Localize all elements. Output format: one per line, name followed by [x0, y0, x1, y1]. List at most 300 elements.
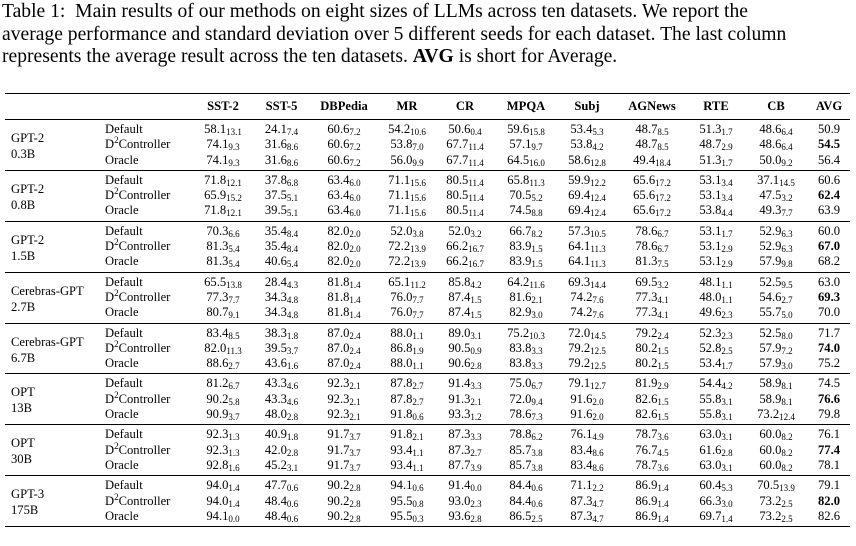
score-cell: [494, 509, 558, 527]
score-cell: [744, 254, 808, 272]
score-std: 1.1: [412, 447, 424, 458]
score-mean: 74.1: [206, 137, 229, 152]
score-cell: [616, 137, 688, 152]
score-cell: [558, 323, 616, 341]
score-cell: [193, 221, 253, 239]
score-std: 9.3: [228, 157, 240, 168]
avg-cell: 60.6: [817, 172, 841, 187]
score-mean: 75.2: [507, 325, 530, 340]
score-mean: 76.7: [635, 442, 658, 457]
score-mean: 69.5: [635, 274, 658, 289]
score-mean: 83.4: [570, 442, 593, 457]
score-mean: 64.1: [568, 254, 591, 269]
score-cell: [744, 221, 808, 239]
score-cell: [253, 341, 310, 356]
score-std: 0.0: [470, 483, 482, 494]
score-std: 1.5: [657, 396, 669, 407]
score-cell: [193, 443, 253, 458]
score-cell: [616, 458, 688, 476]
score-cell: [436, 407, 494, 425]
score-std: 2.5: [781, 513, 793, 524]
score-std: 1.5: [657, 412, 669, 423]
score-cell: [558, 509, 616, 527]
score-std: 13.9: [410, 244, 426, 255]
score-cell: [253, 407, 310, 425]
score-std: 0.4: [470, 127, 482, 137]
score-std: 4.2: [721, 381, 733, 392]
score-std: 1.5: [657, 361, 669, 372]
score-std: 6.8: [286, 177, 299, 188]
score-cell: [193, 494, 253, 509]
score-mean: 91.8: [390, 427, 413, 442]
score-std: 11.4: [468, 142, 484, 153]
score-cell: [494, 476, 558, 494]
score-mean: 70.5: [509, 188, 532, 203]
score-cell: [436, 188, 494, 203]
score-mean: 76.1: [570, 427, 593, 442]
score-std: 3.2: [657, 279, 669, 290]
score-mean: 81.6: [509, 289, 532, 304]
score-cell: [494, 203, 558, 221]
model-group: [5, 323, 850, 374]
method-name: $D^2Controller$: [105, 135, 171, 152]
header-subj: Subj: [574, 99, 600, 113]
score-std: 2.5: [531, 513, 543, 524]
score-std: 16.0: [529, 157, 545, 168]
score-std: 7.6: [592, 294, 604, 305]
score-std: 2.3: [721, 330, 733, 341]
score-std: 1.4: [228, 498, 240, 509]
score-std: 0.6: [412, 412, 424, 423]
score-std: 2.7: [228, 361, 240, 372]
score-mean: 92.3: [206, 442, 229, 457]
score-cell: [378, 407, 436, 425]
score-cell: [253, 458, 310, 476]
score-cell: [253, 137, 310, 152]
score-mean: 94.0: [206, 493, 229, 508]
table-row: [5, 221, 850, 239]
score-cell: [310, 443, 378, 458]
score-cell: [253, 305, 310, 323]
score-std: 2.1: [531, 294, 543, 305]
score-cell: [558, 120, 616, 138]
score-mean: 60.6: [327, 122, 350, 136]
score-std: 10.6: [410, 127, 426, 137]
score-cell: [436, 392, 494, 407]
avg-cell: 82.0: [817, 493, 841, 508]
score-cell: [310, 221, 378, 239]
score-mean: 58.9: [759, 376, 782, 391]
score-std: 13.1: [226, 127, 242, 137]
score-mean: 76.0: [390, 289, 413, 304]
score-std: 7.0: [412, 142, 424, 153]
score-cell: [378, 425, 436, 443]
score-mean: 80.2: [635, 356, 658, 371]
score-cell: [310, 120, 378, 138]
score-cell: [436, 494, 494, 509]
method-name: Default: [105, 122, 143, 136]
score-std: 11.3: [226, 345, 242, 356]
score-std: 2.8: [286, 412, 299, 423]
score-mean: 87.3: [448, 442, 471, 457]
score-cell: [310, 509, 378, 527]
score-mean: 40.6: [264, 254, 287, 269]
score-std: 3.7: [349, 462, 361, 473]
model-group: [5, 476, 850, 527]
score-mean: 91.4: [448, 478, 471, 493]
score-mean: 52.0: [448, 223, 471, 238]
score-std: 5.3: [592, 127, 604, 137]
score-cell: [616, 203, 688, 221]
score-std: 1.1: [721, 279, 733, 290]
score-cell: [436, 425, 494, 443]
score-mean: 81.3: [635, 254, 658, 269]
score-std: 7.4: [286, 127, 299, 137]
score-cell: [558, 392, 616, 407]
score-mean: 31.6: [264, 152, 287, 167]
score-cell: [688, 341, 744, 356]
score-std: 1.1: [412, 462, 424, 473]
score-std: 11.3: [529, 177, 545, 188]
score-std: 8.8: [531, 208, 543, 219]
score-cell: [558, 443, 616, 458]
score-std: 1.6: [286, 361, 299, 372]
score-mean: 70.5: [757, 478, 780, 493]
score-mean: 71.1: [570, 478, 593, 493]
score-mean: 53.1: [699, 254, 722, 269]
score-mean: 71.1: [388, 203, 411, 218]
score-cell: [193, 392, 253, 407]
score-cell: [253, 443, 310, 458]
method-name: $D^2Controller$: [105, 287, 171, 304]
score-std: 9.7: [531, 142, 543, 153]
score-mean: 34.3: [264, 305, 287, 320]
score-cell: [688, 305, 744, 323]
score-mean: 80.2: [635, 340, 658, 355]
avg-cell: 69.3: [817, 289, 841, 304]
score-std: 3.1: [721, 412, 733, 423]
score-std: 3.7: [228, 412, 240, 423]
score-mean: 28.4: [264, 274, 287, 289]
score-cell: [688, 458, 744, 476]
avg-cell: 78.1: [817, 457, 841, 472]
score-mean: 80.7: [206, 305, 229, 320]
score-cell: [193, 188, 253, 203]
score-cell: [494, 443, 558, 458]
score-mean: 49.4: [633, 152, 656, 167]
score-mean: 90.2: [327, 508, 350, 523]
score-std: 14.5: [590, 330, 606, 341]
score-mean: 48.6: [759, 122, 782, 136]
score-mean: 88.0: [390, 356, 413, 371]
score-cell: [744, 137, 808, 152]
score-mean: 80.5: [446, 188, 469, 203]
score-std: 3.3: [470, 432, 482, 443]
score-cell: [310, 323, 378, 341]
model-name-cell: [5, 323, 105, 374]
score-cell: [310, 341, 378, 356]
model-size: 30B: [11, 452, 32, 467]
score-std: 3.3: [531, 345, 543, 356]
score-mean: 57.9: [759, 340, 782, 355]
score-std: 3.1: [721, 432, 733, 443]
score-mean: 91.4: [448, 376, 471, 391]
header-mpqa: MPQA: [506, 99, 546, 113]
score-cell: [558, 374, 616, 392]
score-cell: [744, 476, 808, 494]
score-std: 1.5: [470, 294, 482, 305]
score-mean: 81.8: [327, 305, 350, 320]
score-std: 10.3: [529, 330, 545, 341]
score-cell: [494, 374, 558, 392]
score-mean: 52.9: [759, 223, 782, 238]
model-name-cell: [5, 221, 105, 272]
score-std: 15.2: [226, 193, 242, 204]
score-std: 4.6: [286, 396, 299, 407]
score-std: 1.5: [531, 244, 543, 255]
score-mean: 52.3: [699, 325, 722, 340]
score-cell: [616, 305, 688, 323]
score-mean: 43.3: [264, 376, 287, 391]
score-cell: [744, 188, 808, 203]
score-mean: 38.3: [264, 325, 287, 340]
score-cell: [436, 356, 494, 374]
method-name: Default: [105, 274, 143, 289]
score-mean: 89.0: [448, 325, 471, 340]
score-std: 1.7: [721, 157, 733, 168]
table-row: [5, 341, 850, 356]
score-std: 1.4: [721, 513, 733, 524]
score-cell: [378, 476, 436, 494]
score-mean: 84.4: [509, 493, 532, 508]
score-cell: [378, 374, 436, 392]
score-cell: [378, 188, 436, 203]
avg-cell: 79.1: [817, 478, 841, 493]
score-cell: [616, 392, 688, 407]
model-size: 0.3B: [11, 146, 36, 161]
score-mean: 85.7: [509, 457, 532, 472]
model-name: OPT: [11, 436, 35, 451]
score-std: 1.5: [657, 345, 669, 356]
table-row: [5, 170, 850, 188]
score-mean: 49.6: [699, 305, 722, 320]
table-caption: [2, 1, 854, 69]
score-cell: [688, 254, 744, 272]
table-row: [5, 153, 850, 171]
score-mean: 75.0: [509, 376, 532, 391]
table-row: [5, 323, 850, 341]
score-std: 8.6: [286, 142, 299, 153]
score-mean: 48.0: [699, 289, 722, 304]
score-std: 15.6: [410, 208, 426, 219]
score-std: 1.4: [657, 483, 669, 494]
score-cell: [558, 239, 616, 254]
score-std: 7.2: [349, 127, 361, 137]
score-mean: 87.4: [448, 289, 471, 304]
score-mean: 45.2: [264, 457, 287, 472]
score-mean: 58.1: [204, 122, 227, 136]
score-mean: 55.8: [699, 407, 722, 422]
score-std: 5.4: [286, 259, 299, 270]
score-mean: 60.0: [759, 442, 782, 457]
score-std: 8.2: [781, 432, 793, 443]
score-std: 1.5: [470, 310, 482, 321]
score-std: 9.4: [531, 396, 543, 407]
avg-cell: 67.0: [817, 239, 841, 254]
score-mean: 35.4: [264, 223, 287, 238]
score-cell: [253, 188, 310, 203]
score-mean: 86.5: [509, 508, 532, 523]
method-name: Default: [105, 223, 143, 238]
score-std: 8.1: [781, 381, 793, 392]
score-mean: 50.6: [448, 122, 471, 136]
score-mean: 74.1: [206, 152, 229, 167]
score-mean: 47.5: [759, 188, 782, 203]
score-std: 3.8: [531, 447, 543, 458]
score-mean: 71.1: [388, 172, 411, 187]
avg-cell: 60.0: [817, 223, 841, 238]
score-cell: [494, 221, 558, 239]
score-mean: 78.6: [509, 407, 532, 422]
score-cell: [310, 374, 378, 392]
score-std: 3.0: [531, 310, 543, 321]
score-std: 2.2: [592, 483, 604, 494]
model-name: GPT-2: [11, 130, 45, 145]
score-mean: 64.2: [507, 274, 530, 289]
caption-label: Table 1:: [2, 1, 66, 22]
score-std: 8.5: [657, 127, 669, 137]
score-cell: [378, 120, 436, 138]
score-std: 5.4: [228, 244, 240, 255]
score-std: 7.7: [228, 294, 240, 305]
score-mean: 51.3: [699, 122, 722, 136]
score-std: 0.6: [286, 498, 299, 509]
score-std: 7.7: [781, 208, 793, 219]
score-cell: [378, 221, 436, 239]
header-agnews: AGNews: [628, 99, 676, 113]
avg-cell: 74.5: [817, 376, 841, 391]
score-std: 5.4: [228, 259, 240, 270]
score-std: 3.8: [531, 462, 543, 473]
score-cell: [558, 425, 616, 443]
avg-cell: 68.2: [817, 254, 841, 269]
score-std: 8.6: [286, 157, 299, 168]
score-cell: [688, 494, 744, 509]
score-mean: 69.4: [568, 188, 591, 203]
score-cell: [744, 203, 808, 221]
method-name: Oracle: [105, 457, 139, 472]
header-avg: AVG: [815, 99, 843, 113]
score-cell: [744, 509, 808, 527]
score-cell: [378, 323, 436, 341]
score-std: 3.1: [721, 462, 733, 473]
score-cell: [494, 290, 558, 305]
score-cell: [436, 221, 494, 239]
score-cell: [378, 392, 436, 407]
score-std: 8.6: [592, 447, 604, 458]
score-mean: 58.6: [568, 152, 591, 167]
score-std: 0.6: [286, 513, 299, 524]
avg-cell: 79.8: [817, 407, 841, 422]
score-cell: [193, 153, 253, 171]
score-cell: [558, 458, 616, 476]
score-cell: [253, 153, 310, 171]
score-mean: 60.4: [699, 478, 722, 493]
score-cell: [494, 153, 558, 171]
score-cell: [193, 170, 253, 188]
score-std: 3.6: [657, 432, 669, 443]
score-cell: [744, 392, 808, 407]
score-mean: 57.9: [759, 356, 782, 371]
score-cell: [616, 153, 688, 171]
score-mean: 48.0: [264, 407, 287, 422]
score-cell: [558, 221, 616, 239]
score-mean: 63.0: [699, 457, 722, 472]
score-mean: 83.8: [509, 356, 532, 371]
score-cell: [616, 374, 688, 392]
score-mean: 79.2: [568, 356, 591, 371]
score-mean: 63.4: [327, 203, 350, 218]
model-size: 1.5B: [11, 248, 36, 263]
score-std: 7.7: [412, 310, 424, 321]
score-cell: [688, 137, 744, 152]
avg-cell: 71.7: [817, 325, 841, 340]
score-mean: 60.0: [759, 427, 782, 442]
model-group: [5, 425, 850, 476]
score-cell: [378, 137, 436, 152]
score-std: 8.5: [657, 142, 669, 153]
score-mean: 71.8: [204, 172, 227, 187]
score-cell: [378, 305, 436, 323]
score-cell: [494, 341, 558, 356]
score-cell: [253, 170, 310, 188]
score-std: 17.2: [655, 193, 671, 204]
score-std: 2.4: [349, 345, 361, 356]
score-mean: 78.6: [635, 223, 658, 238]
score-mean: 65.6: [633, 188, 656, 203]
score-std: 5.8: [228, 396, 240, 407]
score-mean: 83.9: [509, 239, 532, 254]
table-row: [5, 290, 850, 305]
score-cell: [558, 494, 616, 509]
table-row: [5, 509, 850, 527]
table-row: [5, 272, 850, 290]
score-mean: 63.4: [327, 172, 350, 187]
score-mean: 87.3: [448, 427, 471, 442]
score-std: 3.4: [721, 177, 733, 188]
score-mean: 80.5: [446, 172, 469, 187]
model-name-cell: [5, 425, 105, 476]
score-cell: [378, 170, 436, 188]
score-std: 2.4: [349, 361, 361, 372]
score-mean: 52.9: [759, 239, 782, 254]
score-std: 17.2: [655, 177, 671, 188]
score-mean: 72.0: [568, 325, 591, 340]
score-mean: 60.6: [327, 137, 350, 152]
score-mean: 64.1: [568, 239, 591, 254]
score-std: 10.5: [590, 228, 606, 239]
score-cell: [310, 254, 378, 272]
score-std: 1.8: [286, 432, 299, 443]
score-std: 15.6: [410, 177, 426, 188]
score-mean: 63.0: [699, 427, 722, 442]
score-std: 0.6: [531, 498, 543, 509]
score-cell: [193, 305, 253, 323]
method-name: Default: [105, 376, 143, 391]
table-row: [5, 120, 850, 138]
score-cell: [193, 120, 253, 138]
score-std: 0.6: [412, 483, 424, 494]
